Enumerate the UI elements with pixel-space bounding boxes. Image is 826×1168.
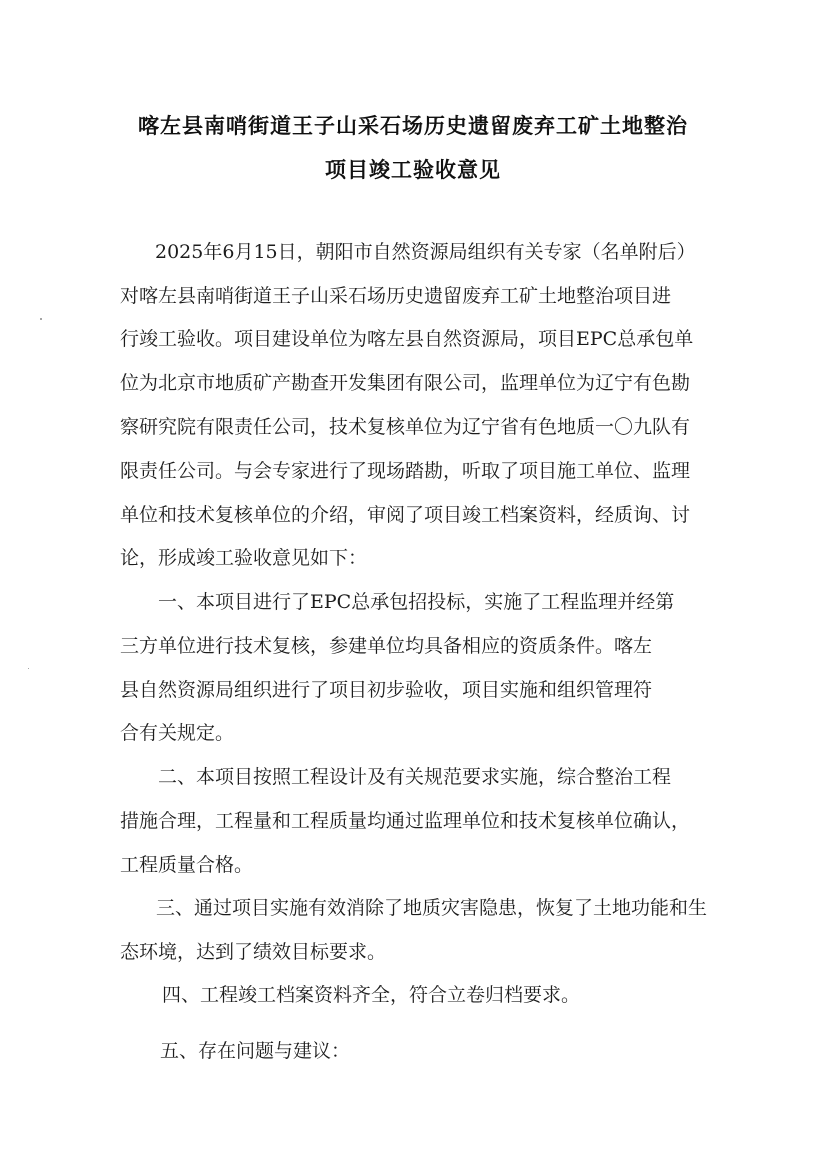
intro-line-5: 察研究院有限责任公司，技术复核单位为辽宁省有色地质一〇九队有 bbox=[120, 416, 691, 438]
intro-line-6: 限责任公司。与会专家进行了现场踏勘，听取了项目施工单位、监理 bbox=[120, 460, 691, 482]
item3-line-1: 三、通过项目实施有效消除了地质灾害隐患，恢复了土地功能和生 bbox=[156, 897, 708, 919]
item3-line-2: 态环境，达到了绩效目标要求。 bbox=[120, 941, 387, 963]
item1-line-1: 一、本项目进行了EPC总承包招投标，实施了工程监理并经第 bbox=[158, 591, 675, 613]
document-title-line-2: 项目竣工验收意见 bbox=[325, 158, 501, 182]
intro-line-1: 2025年6月15日，朝阳市自然资源局组织有关专家（名单附后） bbox=[155, 241, 696, 263]
document-title-line-1: 喀左县南哨街道王子山采石场历史遗留废弃工矿土地整治 bbox=[138, 114, 688, 138]
item5-line-1: 五、存在问题与建议： bbox=[160, 1040, 351, 1062]
scan-speck bbox=[28, 668, 29, 669]
item1-line-4: 合有关规定。 bbox=[120, 722, 235, 744]
intro-line-7: 单位和技术复核单位的介绍，审阅了项目竣工档案资料，经质询、讨 bbox=[120, 504, 691, 526]
item1-line-2: 三方单位进行技术复核，参建单位均具备相应的资质条件。喀左 bbox=[120, 635, 653, 657]
item2-line-3: 工程质量合格。 bbox=[120, 854, 254, 876]
intro-line-4: 位为北京市地质矿产勘查开发集团有限公司，监理单位为辽宁有色勘 bbox=[120, 372, 691, 394]
item2-line-1: 二、本项目按照工程设计及有关规范要求实施，综合整治工程 bbox=[158, 766, 672, 788]
intro-line-3: 行竣工验收。项目建设单位为喀左县自然资源局，项目EPC总承包单 bbox=[120, 328, 694, 350]
scan-speck bbox=[40, 318, 42, 320]
item4-line-1: 四、工程竣工档案资料齐全，符合立卷归档要求。 bbox=[162, 984, 581, 1006]
intro-line-2: 对喀左县南哨街道王子山采石场历史遗留废弃工矿土地整治项目进 bbox=[120, 285, 672, 307]
item1-line-3: 县自然资源局组织进行了项目初步验收，项目实施和组织管理符 bbox=[120, 679, 653, 701]
intro-line-8: 论，形成竣工验收意见如下： bbox=[120, 547, 368, 569]
item2-line-2: 措施合理，工程量和工程质量均通过监理单位和技术复核单位确认， bbox=[120, 810, 691, 832]
